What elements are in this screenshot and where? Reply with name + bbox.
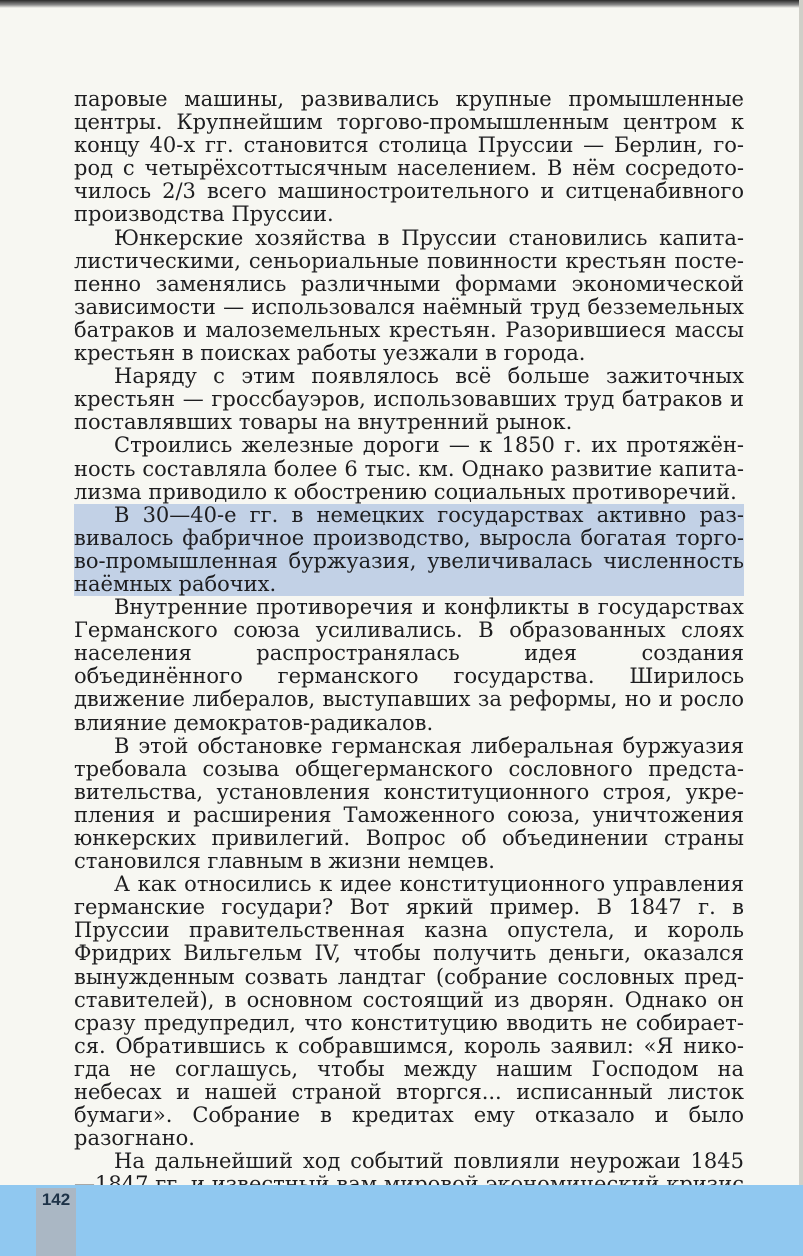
page-right-edge	[799, 0, 803, 1256]
paragraph: А как относились к идее конституционного управления германские государи? Вот яркий пример. В 1847 г. в Пруссии правительственная казна опустела, и король Фридрих Вильгельм IV, чтобы получить деньги, оказался вынужденным созвать ландтаг (собрание сословных представителей), в основном состоящий из дворян. Однако он сразу предупредил, что конституцию вводить не собирается. Обратившись к собравшимся, король заявил: «Я никогда не соглашусь, чтобы между нашим Господом на небесах и нашей страной вторгся... исписанный листок бумаги». Собрание в кредитах ему отказало и было разогнано.	[74, 872, 744, 1151]
paragraph: паровые машины, развивались крупные промышленные центры. Крупнейшим торгово-промышленным центром к концу 40-х гг. становится столица Пруссии — Берлин, город с четырёхсоттысячным населением. В нём сосредоточилось 2/3 всего машиностроительного и ситценабивного производства Пруссии.	[74, 87, 744, 227]
paragraph: В этой обстановке германская либеральная буржуазия требовала созыва общегерманского сословного представительства, установления конституционного строя, укрепления и расширения Таможенного союза, уничтожения юнкерских привилегий. Вопрос об объединении страны становился главным в жизни немцев.	[74, 733, 744, 874]
paragraph: Строились железные дороги — к 1850 г. их протяжённость составляла более 6 тыс. км. Однако развитие капитализма приводило к обострению социальных противоречий.	[74, 433, 744, 504]
paragraph: Наряду с этим появлялось всё больше зажиточных крестьян — гроссбауэров, использовавших труд батраков и поставлявших товары на внутренний рынок.	[74, 364, 744, 435]
page-body	[74, 88, 744, 1243]
page-top-shadow	[0, 0, 803, 8]
footer-band	[0, 1185, 803, 1256]
paragraph: На дальнейший ход событий повлияли неурожаи 1845	[114, 1149, 744, 1174]
paragraph: Внутренние противоречия и конфликты в государствах Германского союза усиливались. В образованных слоях населения распространялась идея создания объединённого германского государства. Ширилось движение либералов, выступавших за реформы, но и росло влияние демократов-радикалов.	[74, 595, 744, 735]
paragraph: Юнкерские хозяйства в Пруссии становились капиталистическими, сеньориальные повинности крестьян постепенно заменялись различными формами экономической зависимости — использовался наёмный труд безземельных батраков и малоземельных крестьян. Разорившиеся массы крестьян в поисках работы уезжали в города.	[74, 225, 744, 366]
page-number: 142	[41, 1190, 71, 1209]
highlighted-paragraph: В 30—40-е гг. в немецких государствах активно развивалось фабричное производство, выросла богатая торгово-промышленная буржуазия, увеличивалась численность наёмных рабочих.	[74, 502, 744, 596]
